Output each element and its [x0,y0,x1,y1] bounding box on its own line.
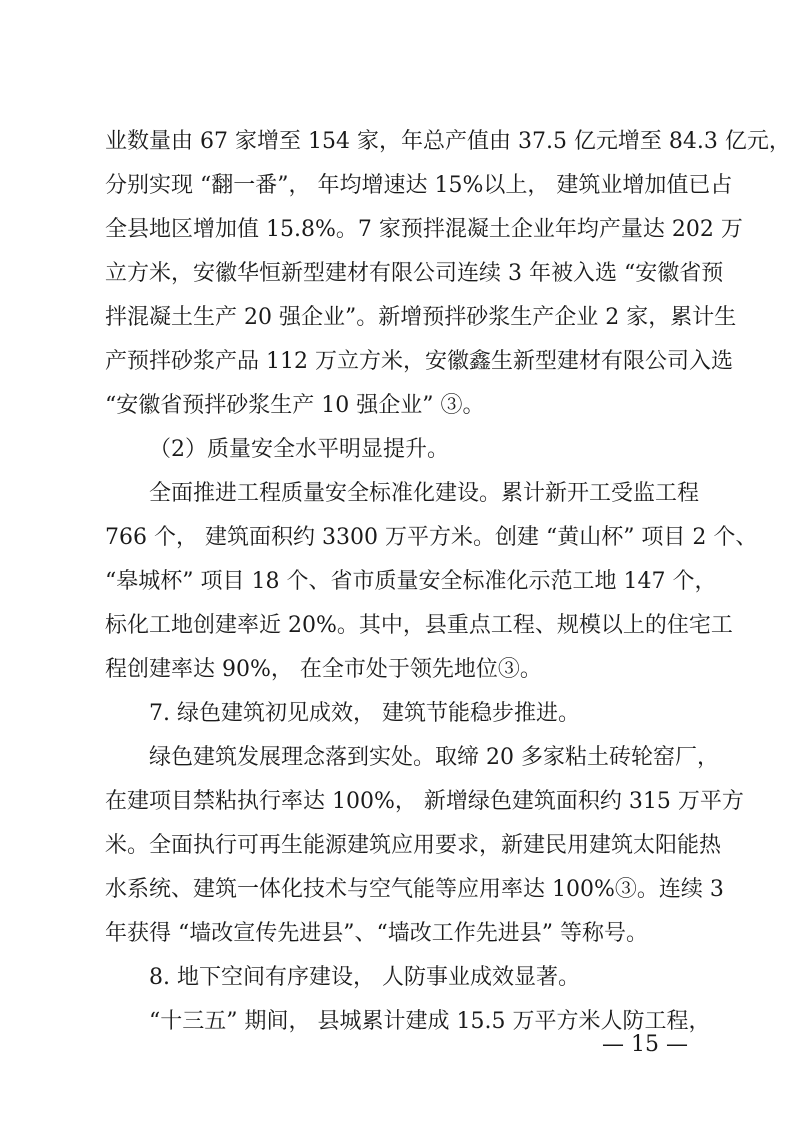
body-line: “安徽省预拌砂浆生产 10 强企业” ③。 [105,393,485,418]
body-line: 水系统、建筑一体化技术与空气能等应用率达 100%③。连续 3 [105,877,724,902]
body-line: 766 个， 建筑面积约 3300 万平方米。创建 “黄山杯” 项目 2 个、 [105,525,758,550]
body-line: 拌混凝土生产 20 强企业”。新增预拌砂浆生产企业 2 家，累计生 [105,305,737,330]
body-line: 标化工地创建率近 20%。其中，县重点工程、规模以上的住宅工 [105,613,733,638]
section-heading: 7. 绿色建筑初见成效， 建筑节能稳步推进。 [149,701,580,726]
body-line: 程创建率达 90%， 在全市处于领先地位③。 [105,657,542,682]
document-body [105,120,791,1044]
body-line: 全县地区增加值 15.8%。7 家预拌混凝土企业年均产量达 202 万 [105,217,743,242]
body-line: 米。全面执行可再生能源建筑应用要求，新建民用建筑太阳能热 [105,833,722,858]
body-line: “十三五” 期间， 县城累计建成 15.5 万平方米人防工程， [149,1009,711,1034]
body-line: 在建项目禁粘执行率达 100%， 新增绿色建筑面积约 315 万平方 [105,789,744,814]
body-line: “皋城杯” 项目 18 个、省市质量安全标准化示范工地 147 个， [105,569,717,594]
body-line: 业数量由 67 家增至 154 家，年总产值由 37.5 亿元增至 84.3 亿元， [105,129,791,154]
body-line: 全面推进工程质量安全标准化建设。累计新开工受监工程 [149,481,700,506]
body-line: 产预拌砂浆产品 112 万立方米，安徽鑫生新型建材有限公司入选 [105,349,733,374]
body-line: 年获得 “墙改宣传先进县”、“墙改工作先进县” 等称号。 [105,921,648,946]
page-number: — 15 — [602,1032,688,1057]
section-heading: 8. 地下空间有序建设， 人防事业成效显著。 [149,965,580,990]
body-line: 分别实现 “翻一番”， 年均增速达 15%以上， 建筑业增加值已占 [105,173,733,198]
body-line: 绿色建筑发展理念落到实处。取缔 20 多家粘土砖轮窑厂， [149,745,719,770]
body-line: 立方米，安徽华恒新型建材有限公司连续 3 年被入选 “安徽省预 [105,261,724,286]
section-heading: （2）质量安全水平明显提升。 [149,437,449,462]
